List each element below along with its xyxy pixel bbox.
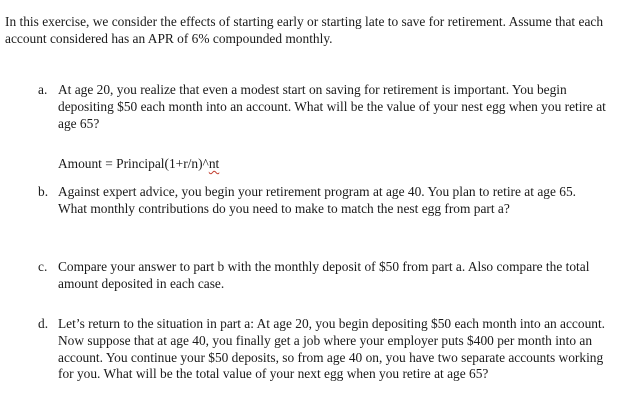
question-c-text: Compare your answer to part b with the monthly deposit of $50 from part a. Also compare the total amount deposited in each case. [58,259,590,291]
formula-main: Amount = Principal(1+r/n)^ [58,156,209,171]
question-d [38,316,608,383]
question-d-marker: d. [38,316,49,331]
compound-interest-formula [58,156,219,173]
question-b-text: Against expert advice, you begin your retirement program at age 40. You plan to retire at age 65. What monthly contributions do you need to make to match the nest egg from part a? [58,184,576,216]
formula-exponent: nt [208,156,220,171]
question-c-marker: c. [38,259,48,274]
question-b-marker: b. [38,184,49,199]
intro-paragraph: In this exercise, we consider the effects of starting early or starting late to save for retirement. Assume that each account considered has an APR of 6% compounded monthly. [5,14,604,46]
question-a [38,82,608,132]
question-c [38,259,608,293]
question-b [38,184,608,218]
question-a-text: At age 20, you realize that even a modest start on saving for retirement is important. You begin depositing $50 each month into an account. What will be the value of your nest egg when you retire at age 65? [58,82,606,131]
question-a-marker: a. [38,82,48,97]
question-d-text: Let’s return to the situation in part a: At age 20, you begin depositing $50 each month into an account. Now suppose that at age 40, you finally get a job where your employer puts $400 per month into an account. You continue your $50 deposits, so from age 40 on, you have two separate accounts working for you. What will be the total value of your next egg when you retire at age 65? [58,316,606,382]
